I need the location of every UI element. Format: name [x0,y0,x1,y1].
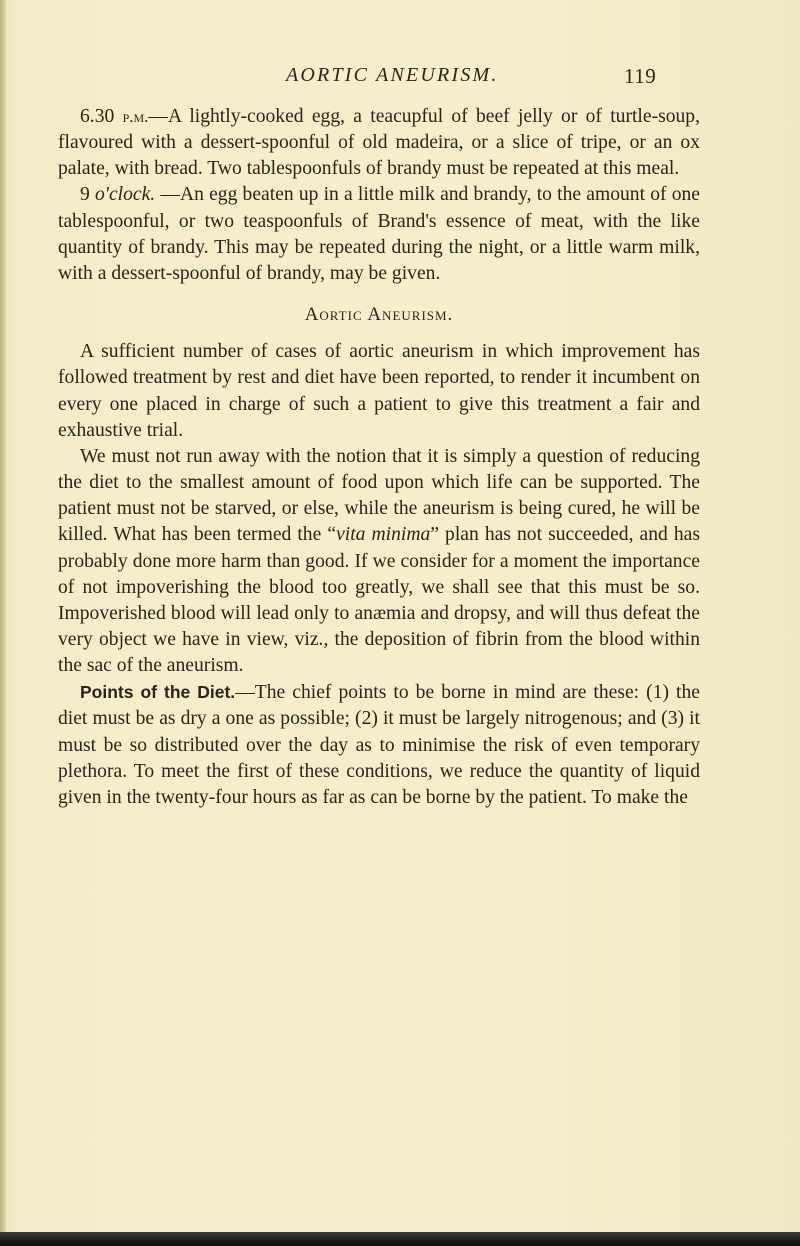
italic-term: vita minima [336,524,431,546]
paragraph-evening-meal [58,104,700,182]
meal-time-oclock: o'clock. [94,184,156,206]
paragraph-text: ” plan has not succeeded, and has probably done more harm than good. If we consider for a moment the importance of not impoverishing the blood too greatly, we shall see that this must be so. Impoverished blood will lead only to anæmia and dropsy, and will thus defeat the very object we have in view, viz., the deposition of fibrin from the blood within the sac of the aneurism. [58,524,700,677]
paragraph-night-meal [58,182,700,287]
meal-time: 6.30 [80,106,123,127]
section-heading: Aortic Aneurism. [304,304,454,326]
paragraph-text: We must not run away with the notion that it is simply a question of reducing the diet to the smallest amount of food upon which life can be supported. The patient must not be starved, or else, while the aneurism is being cured, he will be killed. What has been termed the “ [58,445,700,546]
meal-time-pm: p.m. [122,107,149,126]
side-heading: Points of the Diet. [80,682,236,703]
body-text [58,104,700,811]
paragraph-text: —An egg beaten up in a little milk and brandy, to the amount of one tablespoonful, or two teaspoonfuls of Brand's essence of meat, with the like quantity of brandy. This may be repeated during the night, or a little warm milk, with a dessert-spoonful of brandy, may be given. [58,184,700,284]
paragraph-points-of-diet [58,679,700,811]
paragraph-vita-minima [58,444,700,679]
paragraph-text: —A lightly-cooked egg, a teacupful of beef jelly or of turtle-soup, flavoured with a dessert-spoonful of old madeira, or a slice of tripe, or an ox palate, with bread. Two tablespoonfuls of brandy must be repeated at this meal. [58,106,701,180]
running-head: AORTIC ANEURISM. [286,64,499,86]
page-header [0,60,800,90]
paragraph-text: —The chief points to be borne in mind are these: (1) the diet must be as dry a one as possible; (2) it must be largely nitrogenous; and (3) it must be so distributed over the day as to minimise the risk of even temporary plethora. To meet the first of these conditions, we reduce the quantity of liquid given in the twenty-four hours as far as can be borne by the patient. To make the [58,682,700,808]
page-bottom-edge [0,1232,800,1246]
meal-time: 9 [80,184,95,206]
page-number: 119 [624,64,657,88]
paragraph-intro: A sufficient number of cases of aortic aneurism in which improvement has followed treatment by rest and diet have been reported, to render it incumbent on every one placed in charge of such a patient to give this treatment a fair and exhaustive trial. [58,341,700,441]
page-spine-shadow [0,0,6,1246]
